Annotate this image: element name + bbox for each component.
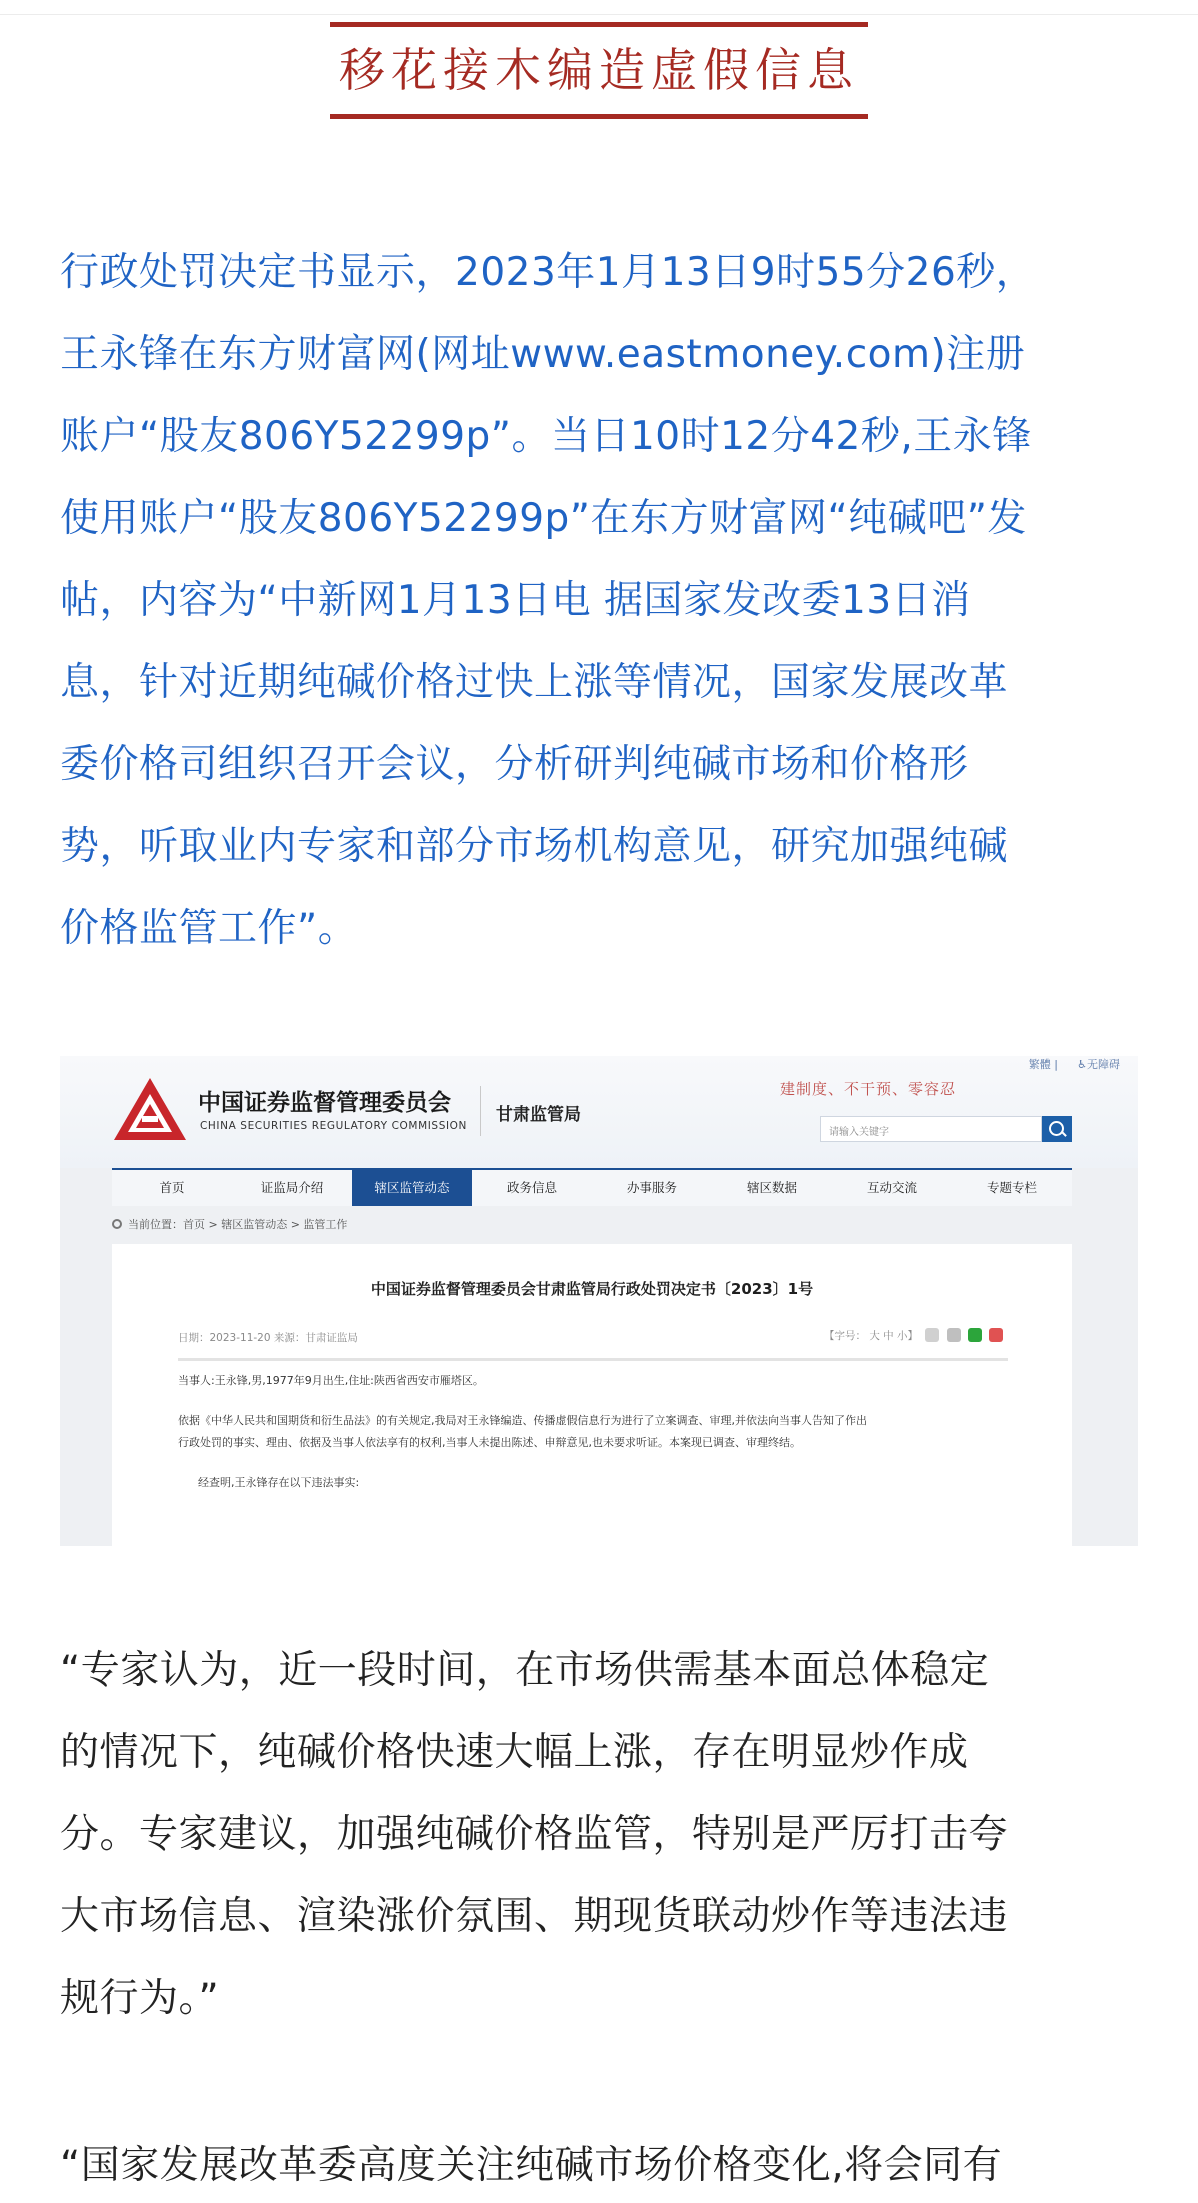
nav-item-regional-news[interactable]: 辖区监管动态 xyxy=(352,1170,472,1206)
nav-item-home[interactable]: 首页 xyxy=(159,1180,185,1195)
location-pin-icon xyxy=(112,1219,122,1229)
accessibility-label: 无障碍 xyxy=(1087,1058,1120,1071)
slogan: 建制度、不干预、零容忍 xyxy=(780,1080,957,1098)
section-heading-text: 移花接木编造虚假信息 xyxy=(339,43,859,97)
document-paragraph: 行政处罚的事实、理由、依据及当事人依法享有的权利,当事人未提出陈述、申辩意见,也未要求听证。本案现已调查、审理终结。 xyxy=(178,1436,801,1449)
paragraph-line: 势，听取业内专家和部分市场机构意见，研究加强纯碱 xyxy=(60,824,1009,869)
paragraph-line: 息，针对近期纯碱价格过快上涨等情况，国家发展改革 xyxy=(60,660,1009,705)
share-icon[interactable] xyxy=(947,1328,961,1342)
breadcrumb-text[interactable]: 当前位置：首页 > 辖区监管动态 > 监管工作 xyxy=(128,1218,348,1231)
nav-item-regional-data[interactable]: 辖区数据 xyxy=(746,1180,797,1195)
article-paragraph-ndrc xyxy=(60,2125,1140,2203)
paragraph-line: “国家发展改革委高度关注纯碱市场价格变化,将会同有 xyxy=(60,2143,1003,2188)
paragraph-line: 王永锋在东方财富网(网址www.eastmoney.com)注册 xyxy=(60,332,1026,377)
nav-item-interaction[interactable]: 互动交流 xyxy=(866,1180,917,1195)
accessibility-link[interactable] xyxy=(1077,1056,1120,1072)
bureau-name: 甘肃监管局 xyxy=(496,1105,581,1125)
main-nav xyxy=(112,1168,1072,1206)
search-input[interactable]: 请输入关键字 xyxy=(820,1116,1042,1142)
embedded-screenshot-csrc-notice[interactable] xyxy=(60,1056,1138,1546)
accessibility-icon: ♿ xyxy=(1077,1058,1087,1071)
paragraph-line: “专家认为，近一段时间，在市场供需基本面总体稳定 xyxy=(60,1648,990,1693)
document-paragraph: 依据《中华人民共和国期货和衍生品法》的有关规定,我局对王永锋编造、传播虚假信息行为进行了立案调查、审理,并依法向当事人告知了作出 xyxy=(178,1414,867,1427)
csrc-name-cn: 中国证券监督管理委员会 xyxy=(198,1090,451,1116)
font-size-selector[interactable]: 【字号： 大 中 小】 xyxy=(824,1330,919,1342)
paragraph-line: 价格监管工作”。 xyxy=(60,906,358,951)
document-rule xyxy=(178,1358,1008,1361)
csrc-logo-icon xyxy=(112,1076,188,1142)
search-icon[interactable] xyxy=(1042,1116,1072,1142)
csrc-name-en: CHINA SECURITIES REGULATORY COMMISSION xyxy=(200,1120,467,1132)
wechat-icon[interactable] xyxy=(968,1328,982,1342)
paragraph-line: 分。专家建议，加强纯碱价格监管，特别是严厉打击夸 xyxy=(60,1812,1009,1857)
top-divider xyxy=(0,14,1198,15)
document-tools xyxy=(824,1328,1003,1343)
paragraph-line: 委价格司组织召开会议，分析研判纯碱市场和价格形 xyxy=(60,742,969,787)
section-heading xyxy=(330,22,868,120)
print-icon[interactable] xyxy=(925,1328,939,1342)
document-paragraph: 当事人:王永锋,男,1977年9月出生,住址:陕西省西安市雁塔区。 xyxy=(178,1374,484,1387)
heading-rule-top xyxy=(330,22,868,27)
document-panel xyxy=(112,1244,1072,1546)
header-divider xyxy=(480,1086,481,1136)
paragraph-line: 的情况下，纯碱价格快速大幅上涨，存在明显炒作成 xyxy=(60,1730,969,1775)
weibo-icon[interactable] xyxy=(989,1328,1003,1342)
breadcrumb xyxy=(112,1216,347,1232)
article-paragraph-expert-opinion xyxy=(60,1630,1140,2040)
nav-item-government-info[interactable]: 政务信息 xyxy=(506,1180,557,1195)
article-paragraph-quote-blue xyxy=(60,232,1140,970)
nav-item-bureau-intro[interactable]: 证监局介绍 xyxy=(260,1180,324,1195)
paragraph-line: 规行为。” xyxy=(60,1976,220,2021)
document-title: 中国证券监督管理委员会甘肃监管局行政处罚决定书〔2023〕1号 xyxy=(370,1280,814,1298)
traditional-chinese-link[interactable]: 繁體 | xyxy=(1028,1058,1058,1071)
document-meta: 日期：2023-11-20 来源：甘肃证监局 xyxy=(178,1332,358,1344)
paragraph-line: 大市场信息、渲染涨价氛围、期现货联动炒作等违法违 xyxy=(60,1894,1009,1939)
document-paragraph: 经查明,王永锋存在以下违法事实: xyxy=(198,1476,360,1489)
paragraph-line: 行政处罚决定书显示，2023年1月13日9时55分26秒， xyxy=(60,250,1036,295)
heading-rule-bottom xyxy=(330,114,868,119)
paragraph-line: 使用账户“股友806Y52299p”在东方财富网“纯碱吧”发 xyxy=(60,496,1027,541)
paragraph-line: 帖，内容为“中新网1月13日电 据国家发改委13日消 xyxy=(60,578,971,623)
nav-item-special-topics[interactable]: 专题专栏 xyxy=(986,1180,1037,1195)
paragraph-line: 账户“股友806Y52299p”。当日10时12分42秒,王永锋 xyxy=(60,414,1032,459)
nav-item-services[interactable]: 办事服务 xyxy=(626,1180,677,1195)
